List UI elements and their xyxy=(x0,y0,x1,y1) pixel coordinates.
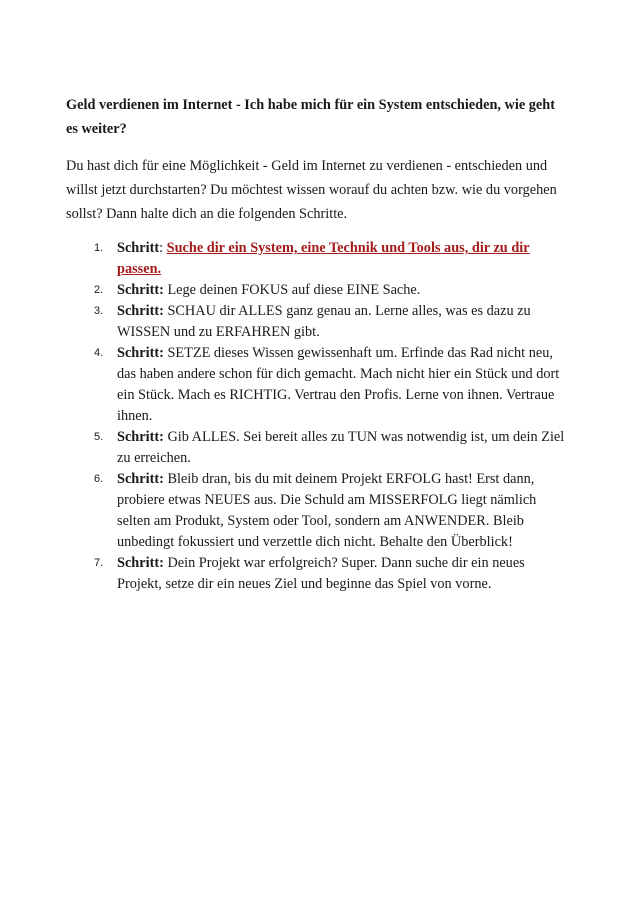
step-highlight-link[interactable]: Suche dir ein System, eine Technik und Tools aus, dir zu dir passen. xyxy=(117,240,530,277)
step-text: SCHAU dir ALLES ganz genau an. Lerne alles, was es dazu zu WISSEN und zu ERFAHREN gibt. xyxy=(117,303,531,340)
step-number: 5. xyxy=(94,431,104,443)
list-item xyxy=(66,469,566,553)
intro-paragraph: Du hast dich für eine Möglichkeit - Geld im Internet zu verdienen - entschieden und willst jetzt durchstarten? Du möchtest wissen worauf du achten bzw. wie du vorgehen sollst? Dann halte dich an die folgenden Schritte. xyxy=(66,158,557,222)
step-number: 3. xyxy=(94,305,104,317)
step-number: 7. xyxy=(94,557,104,569)
document-title: Geld verdienen im Internet - Ich habe mich für ein System entschieden, wie geht es weiter? xyxy=(66,97,555,137)
step-text: Lege deinen FOKUS auf diese EINE Sache. xyxy=(167,282,421,298)
step-number: 1. xyxy=(94,242,104,254)
list-item xyxy=(66,280,566,301)
step-label: Schritt xyxy=(117,240,160,256)
step-label: Schritt: xyxy=(117,471,164,487)
step-label: Schritt: xyxy=(117,345,164,361)
step-number: 4. xyxy=(94,347,104,359)
step-text: Dein Projekt war erfolgreich? Super. Dann suche dir ein neues Projekt, setze dir ein neues Ziel und beginne das Spiel von vorne. xyxy=(117,555,525,592)
step-text: Bleib dran, bis du mit deinem Projekt ERFOLG hast! Erst dann, probiere etwas NEUES aus. Die Schuld am MISSERFOLG liegt nämlich selten am Produkt, System oder Tool, sondern am ANWENDER. Bleib unbedingt fokussiert und verzettle dich nicht. Behalte den Überblick! xyxy=(117,471,537,550)
step-text: SETZE dieses Wissen gewissenhaft um. Erfinde das Rad nicht neu, das haben andere schon für dich gemacht. Mach nicht hier ein Stück und dort ein Stück. Mach es RICHTIG. Vertrau den Profis. Lerne von ihnen. Vertraue ihnen. xyxy=(117,345,560,424)
step-label: Schritt: xyxy=(117,303,164,319)
list-item xyxy=(66,553,566,595)
step-label: Schritt: xyxy=(117,555,164,571)
list-item xyxy=(66,238,566,280)
step-separator: : xyxy=(159,240,167,256)
step-number: 2. xyxy=(94,284,104,296)
steps-list xyxy=(66,238,566,595)
step-label: Schritt: xyxy=(117,282,164,298)
step-label: Schritt: xyxy=(117,429,164,445)
step-number: 6. xyxy=(94,473,104,485)
document-body xyxy=(66,93,566,595)
list-item xyxy=(66,427,566,469)
list-item xyxy=(66,301,566,343)
list-item xyxy=(66,343,566,427)
step-text: Gib ALLES. Sei bereit alles zu TUN was notwendig ist, um dein Ziel zu erreichen. xyxy=(117,429,565,466)
